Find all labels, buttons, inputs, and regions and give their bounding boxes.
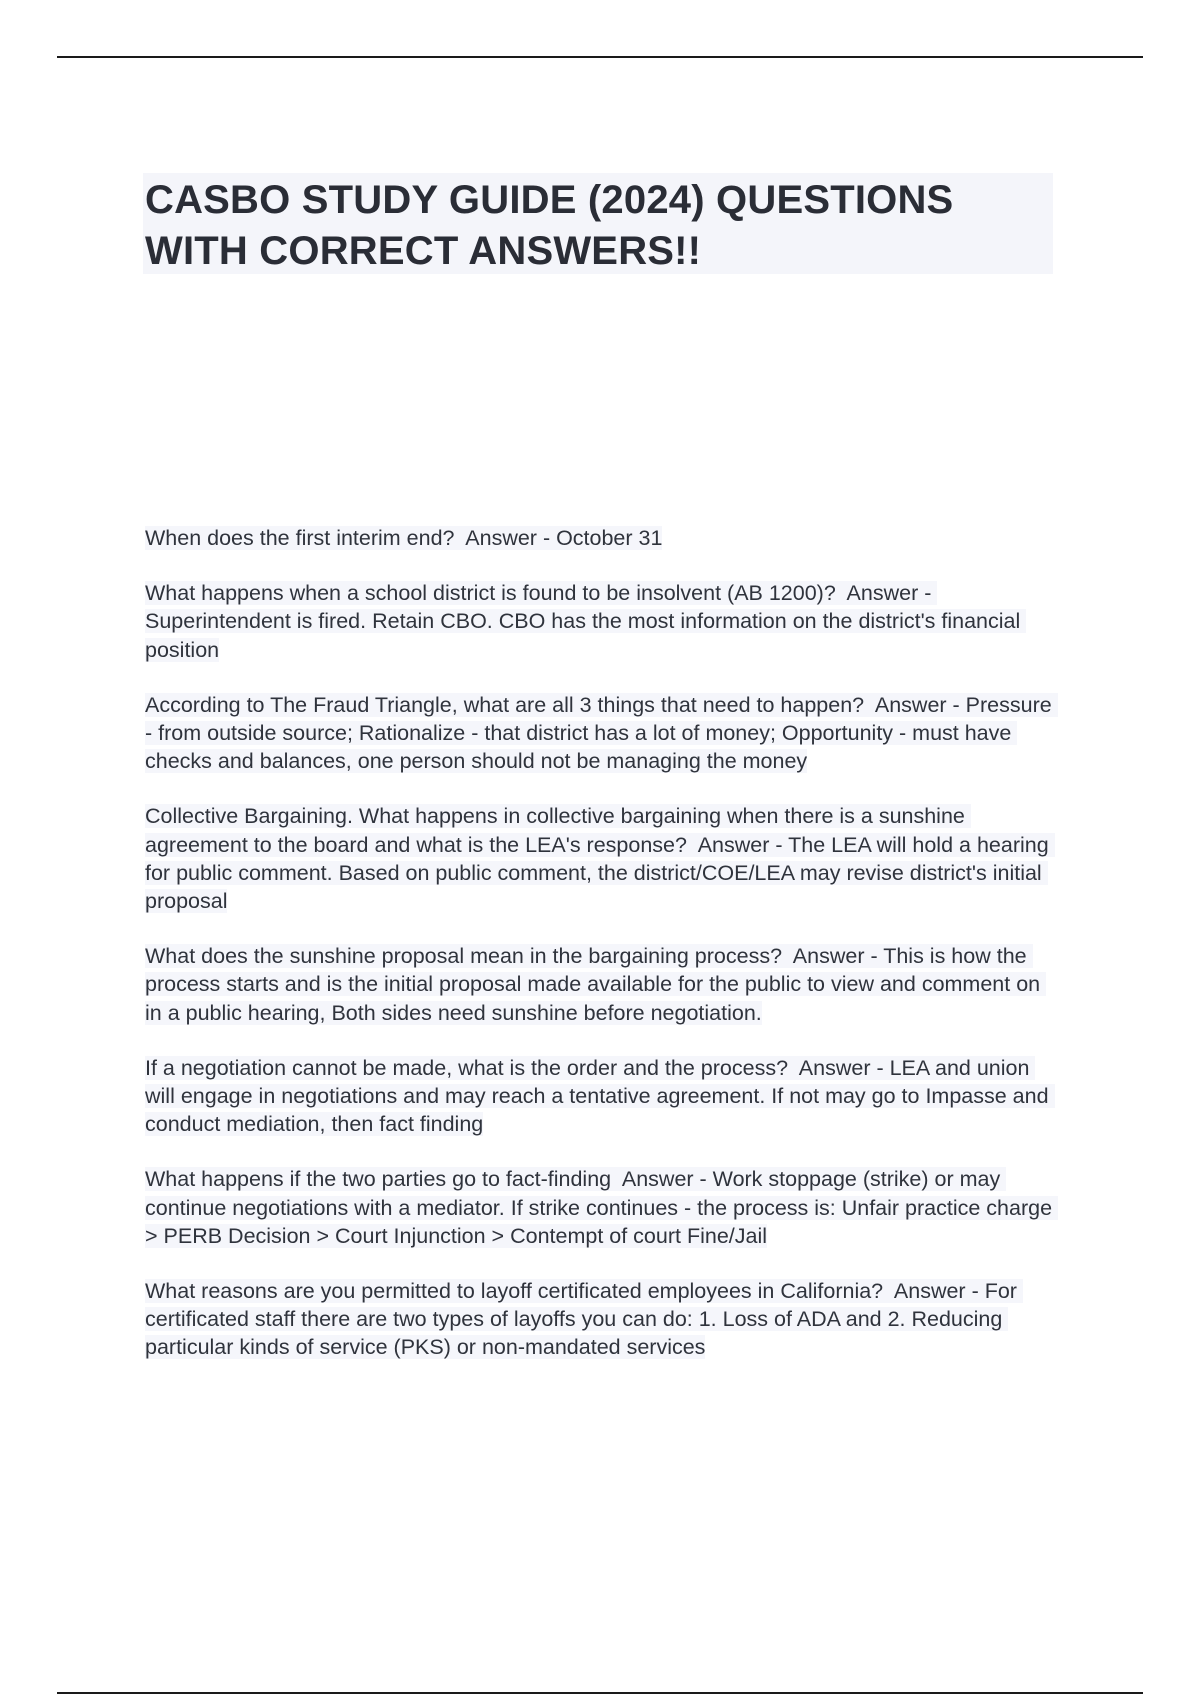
title-line-2: WITH CORRECT ANSWERS!!: [145, 229, 702, 273]
qa-list: [145, 524, 1060, 1389]
qa-item: [145, 691, 1060, 776]
page-top-rule: [57, 56, 1143, 58]
qa-item: [145, 1054, 1060, 1139]
qa-text: If a negotiation cannot be made, what is the order and the process? Answer - LEA and union will engage in negotiations and may reach a tentative agreement. If not may go to Impasse and conduct mediation, then fact finding: [145, 1055, 1055, 1137]
qa-item: [145, 1165, 1060, 1250]
qa-text: What does the sunshine proposal mean in the bargaining process? Answer - This is how the process starts and is the initial proposal made available for the public to view and comment on in a public hearing, Both sides need sunshine before negotiation.: [145, 944, 1047, 1025]
qa-item: [145, 802, 1060, 915]
qa-text: What happens when a school district is found to be insolvent (AB 1200)? Answer - Superintendent is fired. Retain CBO. CBO has the most information on the district's financial position: [145, 581, 1027, 662]
title-block: [143, 173, 1053, 274]
page-title: [143, 173, 1053, 277]
qa-text: According to The Fraud Triangle, what are all 3 things that need to happen? Answer - Pressure - from outside source; Rationalize - that district has a lot of money; Opportunity - must have checks and balances, one person should not be managing the money: [145, 692, 1058, 774]
qa-text: When does the first interim end? Answer - October 31: [145, 526, 663, 550]
page-bottom-rule: [57, 1692, 1143, 1694]
qa-item: [145, 524, 1060, 552]
qa-item: [145, 942, 1060, 1027]
qa-text: What happens if the two parties go to fact-finding Answer - Work stoppage (strike) or may continue negotiations with a mediator. If strike continues - the process is: Unfair practice charge > PERB Decision > Court Injunction > Contempt of court Fine/Jail: [145, 1167, 1059, 1248]
qa-item: [145, 1277, 1060, 1362]
title-line-1: CASBO STUDY GUIDE (2024) QUESTIONS: [145, 178, 954, 222]
qa-item: [145, 579, 1060, 664]
qa-text: Collective Bargaining. What happens in collective bargaining when there is a sunshine agreement to the board and what is the LEA's response? Answer - The LEA will hold a hearing for public comment. Based on public comment, the district/COE/LEA may revise district's initial proposal: [145, 804, 1055, 914]
qa-text: What reasons are you permitted to layoff certificated employees in California? Answer - For certificated staff there are two types of layoffs you can do: 1. Loss of ADA and 2. Reducing particular kinds of service (PKS) or non-mandated services: [145, 1279, 1023, 1360]
